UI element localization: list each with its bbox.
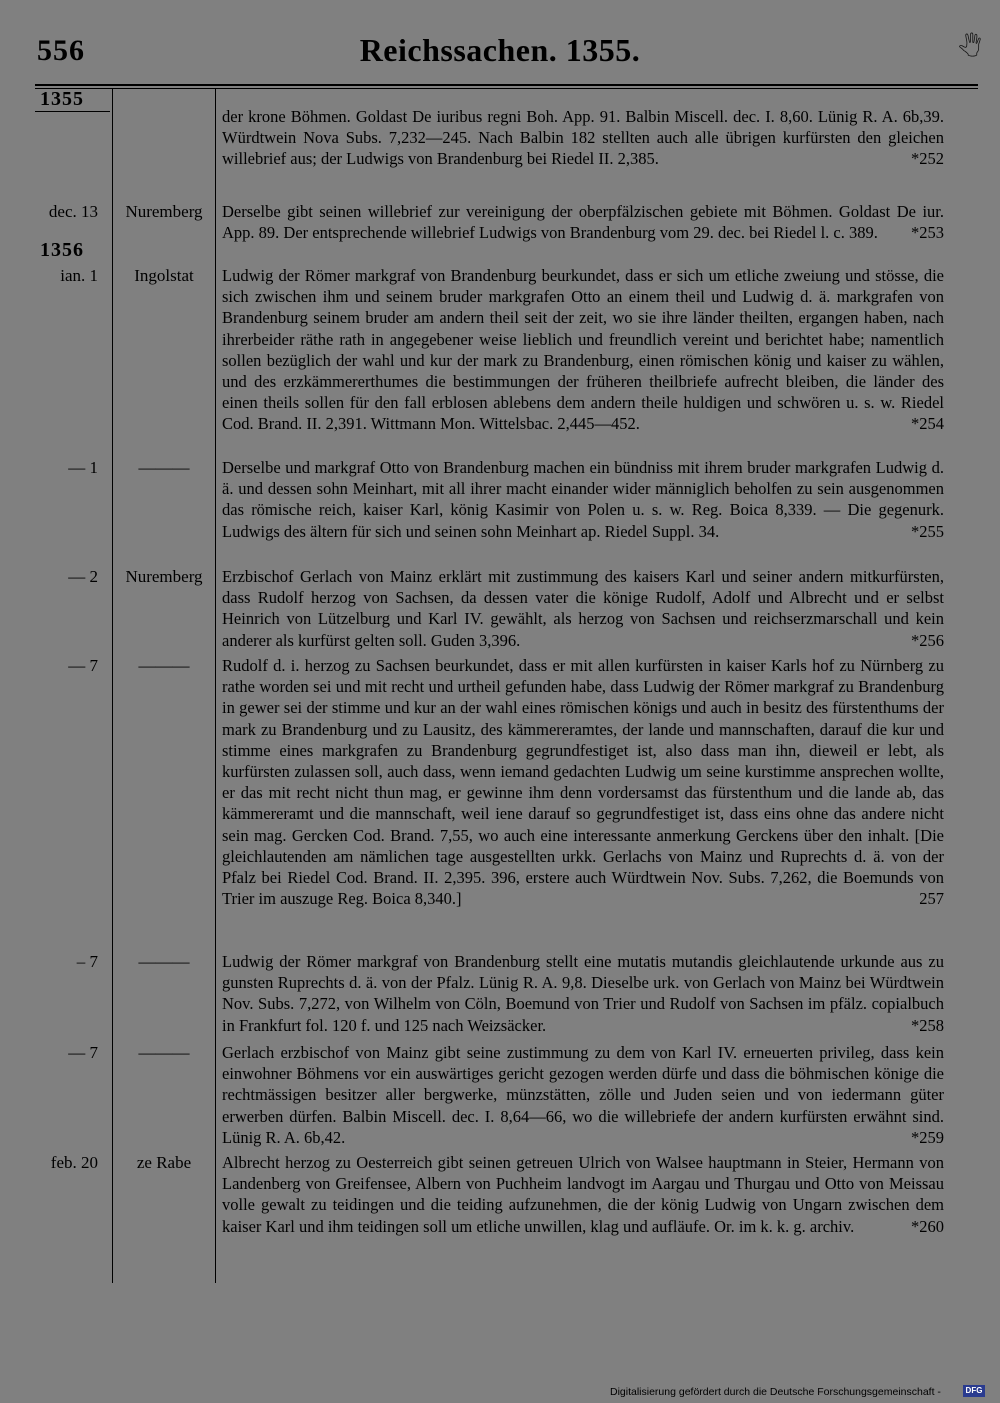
column-divider-place: [215, 88, 216, 1283]
entry-date: — 2: [68, 567, 98, 586]
entry-text: Ludwig der Römer markgraf von Brandenburg beurkundet, dass er sich um etliche zweiung und stösse, die sich zwischen ihm und seinem bruder markgrafen Otto an einem theil und Ludwig d. ä. markgrafen von Brandenburg seinem bruder am andern theil seit der zeit, wo sie ihre länder theilten, ergangen haben, nach ihrerbeider räthe rath in angegebener weise lieblich und freundlich vereint und berichtet habe; namentlich sollen bezüglich der wahl und kur der mark zu Brandenburg, einen römischen könig und kaiser zu wählen, und des erzkämmererthumes die bestimmungen der früheren theilbriefe aufrecht bleiben, die länder des einen theils sollen für den fall erblosen ablebens dem andern theile huldigen und schwören u. s. w. Riedel Cod. Brand. II. 2,391. Wittmann Mon. Wittelsbac. 2,445—452.: [222, 266, 944, 434]
entry-255: [222, 457, 944, 542]
entry-date: ian. 1: [60, 266, 98, 285]
header-rule: [35, 84, 978, 86]
entry-place: ———: [138, 1043, 190, 1062]
entry-date: — 1: [68, 458, 98, 477]
entry-text: Ludwig der Römer markgraf von Brandenburg stellt eine mutatis mutandis gleichlautende urkunde aus zu gunsten Ruprechts d. ä. von der Pfalz. Lünig R. A. 9,8. Dieselbe urk. von Gerlach von Mainz bei Würdtwein Nov. Subs. 7,272, von Wilhelm von Cöln, Boemund von Trier und Rudolf von Sachsen im pfälz. copialbuch in Frankfurt fol. 120 f. und 125 nach Weizsäcker.: [222, 952, 944, 1035]
entry-number: *258: [911, 1015, 944, 1035]
year-rule: [35, 111, 110, 112]
entry-257: [222, 655, 944, 909]
entry-number: *255: [911, 521, 944, 541]
entry-place: Nuremberg: [125, 567, 203, 586]
entry-place: ———: [138, 952, 190, 971]
dfg-logo: DFG: [963, 1385, 985, 1397]
entry-date: feb. 20: [50, 1153, 98, 1172]
entry-place: Ingolstat: [134, 266, 194, 285]
header-rule-thin: [35, 88, 978, 89]
entry-253: [222, 201, 944, 243]
entry-text: Erzbischof Gerlach von Mainz erklärt mit zustimmung des kaisers Karl und seiner andern mitkurfürsten, dass Rudolf herzog von Sachsen, da dessen vater die könige Rudolf, Adolf und Albrecht und er selbst Heinrich von Lützelburg und Karl IV. gewählt, als herzog von Sachsen und reichserzmarschall und kein anderer als kurfürst gelten soll. Guden 3,396.: [222, 567, 944, 650]
entry-date: — 7: [68, 1043, 98, 1062]
column-divider-date: [112, 88, 113, 1283]
entry-text: der krone Böhmen. Goldast De iuribus regni Boh. App. 91. Balbin Miscell. dec. I. 8,60. Lünig R. A. 6b,39. Würdtwein Nova Subs. 7,232—245. Nach Balbin 182 stellten auch alle übrigen kurfürsten den gleichen willebrief aus; der Ludwigs von Brandenburg bei Riedel II. 2,385.: [222, 107, 944, 169]
entry-place: ze Rabe: [136, 1153, 192, 1172]
entry-place: ———: [138, 656, 190, 675]
entry-number: *253: [911, 223, 944, 243]
entry-date: – 7: [76, 952, 98, 971]
entry-number: *259: [911, 1127, 944, 1147]
entry-text: Derselbe und markgraf Otto von Brandenburg machen ein bündniss mit ihrem bruder markgrafen Ludwig d. ä. und dessen sohn Meinhart, mit all ihrer macht einander wider männiglich beholfen zu sein ausgenommen das römische reich, kaiser Karl, könig Kasimir von Polen u. s. w. Reg. Boica 8,339. — Die gegenurk. Ludwigs des ältern für sich und seinen sohn Meinhart ap. Riedel Suppl. 34.: [222, 458, 944, 541]
entry-text: Gerlach erzbischof von Mainz gibt seine zustimmung zu dem von Karl IV. erneuerten privileg, dass kein einwohner Böhmens vor ein auswärtiges gericht gezogen werden dürfe und dass die böhmischen könige die rechtmässigen besitzer aller bergwerke, münzstätten, zölle und Juden seien und von iedermann güter erwerben dürfen. Balbin Miscell. dec. I. 8,64—66, wo die willebriefe der andern kurfürsten erwähnt sind. Lünig R. A. 6b,42.: [222, 1043, 944, 1147]
entry-252: [222, 106, 944, 170]
entry-text: Derselbe gibt seinen willebrief zur vereinigung der oberpfälzischen gebiete mit Böhmen. Goldast De iur. App. 89. Der entsprechende willebrief Ludwigs von Brandenburg vom 29. dec. bei Riedel l. c. 389.: [222, 202, 944, 243]
entry-place: Nuremberg: [125, 202, 203, 221]
entry-258: [222, 951, 944, 1036]
entry-number: *260: [911, 1216, 944, 1236]
entry-260: [222, 1152, 944, 1237]
entry-place: ———: [138, 458, 190, 477]
entry-259: [222, 1042, 944, 1148]
entry-number: *256: [911, 630, 944, 650]
entry-number: 257: [919, 889, 944, 909]
entry-256: [222, 566, 944, 651]
page-number: 556: [37, 34, 85, 67]
year-heading-1355: 1355: [40, 88, 84, 110]
entry-number: *254: [911, 414, 944, 434]
entry-text: Albrecht herzog zu Oesterreich gibt seinen getreuen Ulrich von Walsee hauptmann in Steier, Hermann von Landenberg von Greifensee, Albern von Puchheim landvogt im Aargau und Thurgau und Otto von Meissau volle gewalt zu teidingen und die teiding aufzunehmen, die der könig Ludwig von Ungarn zwischen dem kaiser Karl und ihm teidingen soll um etliche unwillen, klag und aufläufe. Or. im k. k. g. archiv.: [222, 1153, 944, 1236]
pointing-hand-icon: 🖑: [958, 34, 982, 59]
year-heading-1356: 1356: [40, 239, 84, 261]
entry-date: — 7: [68, 656, 98, 675]
entry-text: Rudolf d. i. herzog zu Sachsen beurkundet, dass er mit allen kurfürsten in kaiser Karls hof zu Nürnberg zu rathe worden sei und mit recht und urtheil gefunden habe, dass Ludwig der Römer markgraf zu Brandenburg in gewer sei der stimme und kur an der wahl eines römischen königs und auch in besitz des fürstenthums der mark zu Brandenburg und zu Lausitz, des kämmereramtes, der lande und mannschaften, darauf die kur und stimme eines markgrafen zu Brandenburg gegrundfestiget ist, also dass man ihn, dieweil er lebt, als kurfürsten zulassen soll, auch dass, wenn iemand gedachten Ludwig um seine kurstimme ansprechen wollte, er das mit recht nicht thun mag, er gewinne ihm denn vordersamst das fürstenthum und die lande ab, das kämmereramt und die mannschaft, weil iene darauf so gegrundfestiget ist, dass eins ohne das andere nicht sein mag. Gercken Cod. Brand. 7,55, wo auch eine interessante anmerkung Gerckens über den inhalt. [Die gleichlautenden am nämlichen tage ausgestellten urkk. Gerlachs von Mainz und Ruprechts d. ä. von der Pfalz bei Riedel Cod. Brand. II. 2,395. 396, erstere auch Würdtwein Nov. Subs. 7,262, die Boemunds von Trier im auszuge Reg. Boica 8,340.]: [222, 656, 944, 909]
entry-number: *252: [911, 149, 944, 169]
entry-date: dec. 13: [48, 202, 98, 221]
running-title: Reichssachen. 1355.: [359, 32, 641, 68]
entry-254: [222, 265, 944, 435]
funding-credit: Digitalisierung gefördert durch die Deutsche Forschungsgemeinschaft -: [610, 1386, 941, 1398]
